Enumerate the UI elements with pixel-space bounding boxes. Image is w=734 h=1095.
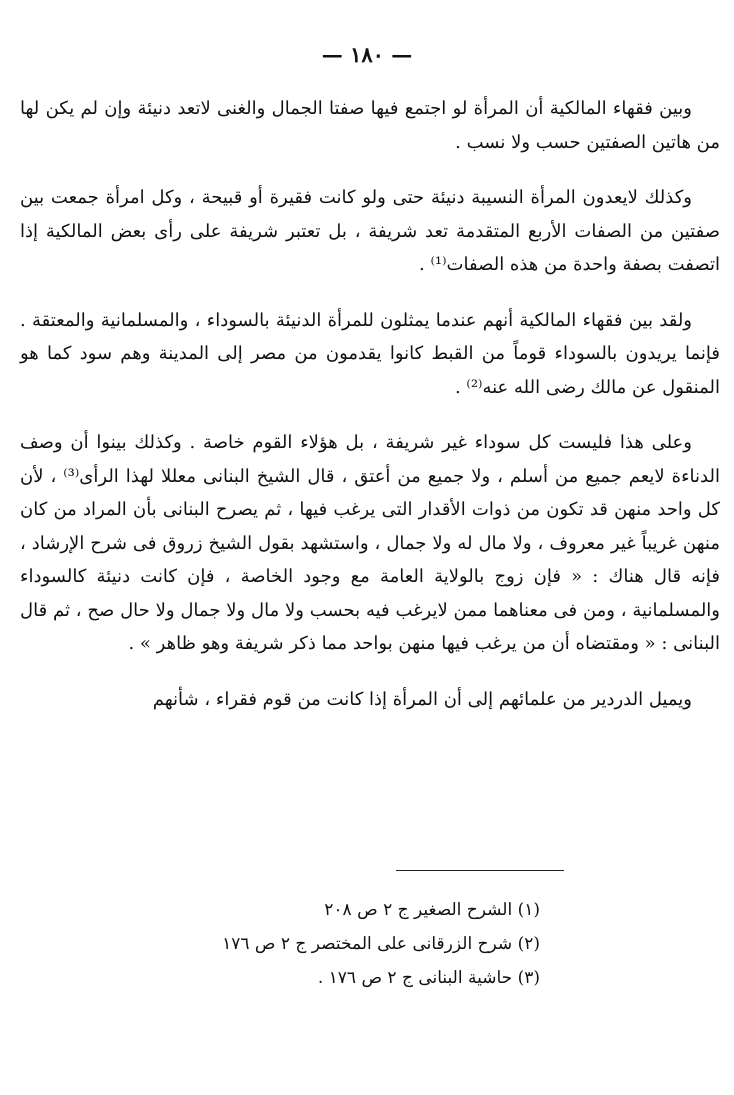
paragraph: وعلى هذا فليست كل سوداء غير شريفة ، بل هؤلاء القوم خاصة . وكذلك بينوا أن وصف الدناءة لايعم جميع من أسلم ، ولا جميع من أعتق ، قال الشيخ البنانى معللا لهذا الرأى⁽³⁾ ، لأن كل واحد منهن قد تكون من ذوات الأقدار التى يرغب فيها ، ثم يصرح البنانى بأن المراد من كان منهن غريباً غير معروف ، ولا مال له ولا جمال ، واستشهد بقول الشيخ زروق فى شرح الإرشاد ، فإنه قال هناك : « فإن زوج بالولاية العامة مع وجود الخاصة ، فإن كانت دنيئة كالسوداء والمسلمانية ، ومن فى معناهما ممن لايرغب فيه بحسب ولا مال ولا جمال ولا حال صح ، ثم قال البنانى : « ومقتضاه أن من يرغب فيها منهن بواحد مما ذكر شريفة وهو ظاهر » . bbox=[20, 432, 720, 654]
footnote: (١) الشرح الصغير ج ٢ ص ٢٠٨ bbox=[324, 900, 540, 920]
paragraph: وبين فقهاء المالكية أن المرأة لو اجتمع فيها صفتا الجمال والغنى لاتعد دنيئة وإن لم يكن لها من هاتين الصفتين حسب ولا نسب . bbox=[20, 98, 720, 153]
footnote-divider bbox=[396, 870, 564, 871]
footnotes bbox=[200, 893, 540, 995]
body-text bbox=[20, 92, 720, 716]
page-number: — ١٨٠ — bbox=[321, 42, 413, 67]
paragraph: وكذلك لايعدون المرأة النسيبة دنيئة حتى ولو كانت فقيرة أو قبيحة ، وكل امرأة جمعت بين صفتين من الصفات الأربع المتقدمة تعد شريفة ، بل تعتبر شريفة على رأى بعض المالكية إذا اتصفت بصفة واحدة من هذه الصفات⁽¹⁾ . bbox=[20, 187, 720, 275]
paragraph: ولقد بين فقهاء المالكية أنهم عندما يمثلون للمرأة الدنيئة بالسوداء ، والمسلمانية والمعتقة . فإنما يريدون بالسوداء قوماً من القبط كانوا يقدمون من مصر إلى المدينة وهم سود كما هو المنقول عن مالك رضى الله عنه⁽²⁾ . bbox=[20, 309, 721, 398]
paragraph: ويميل الدردير من علمائهم إلى أن المرأة إذا كانت من قوم فقراء ، شأنهم bbox=[152, 688, 692, 710]
footnote: (٢) شرح الزرقانى على المختصر ج ٢ ص ١٧٦ bbox=[222, 934, 540, 954]
footnote: (٣) حاشية البنانى ج ٢ ص ١٧٦ . bbox=[317, 968, 540, 988]
